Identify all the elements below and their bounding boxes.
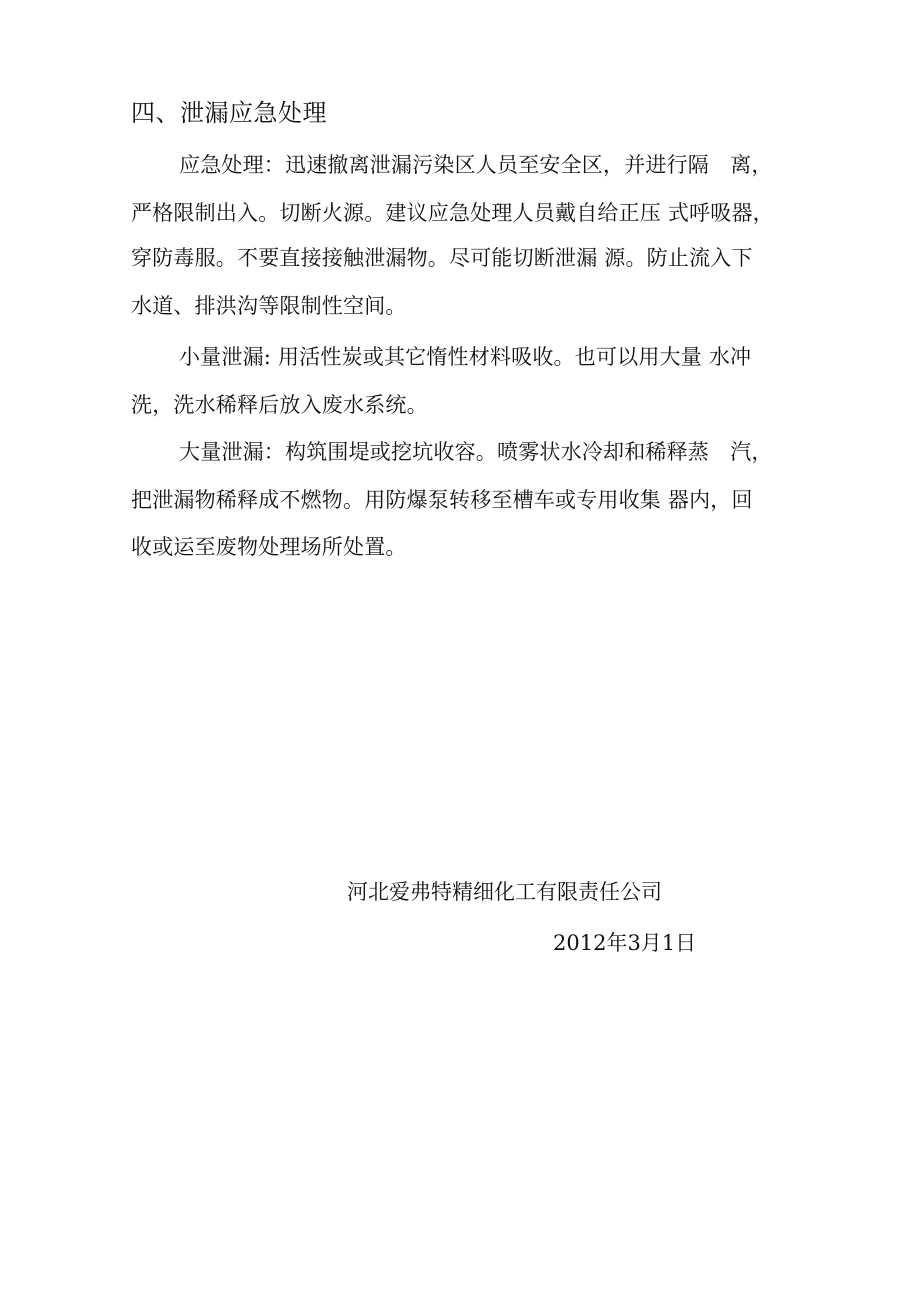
signature-date: 2012年3月1日 bbox=[553, 931, 697, 955]
paragraph-3-line-3: 收或运至废物处理场所处置。 bbox=[131, 535, 407, 559]
paragraph-1-line-3: 穿防毒服。不要直接接触泄漏物。尽可能切断泄漏 源。防止流入下 bbox=[131, 246, 753, 270]
paragraph-1-line-2: 严格限制出入。切断火源。建议应急处理人员戴自给正压 式呼吸器， bbox=[131, 201, 774, 225]
paragraph-1-line-4: 水道、排洪沟等限制性空间。 bbox=[131, 294, 407, 318]
paragraph-3-line-2: 把泄漏物稀释成不燃物。用防爆泵转移至槽车或专用收集 器内，回 bbox=[131, 488, 753, 512]
paragraph-2-line-1: 小量泄漏: 用活性炭或其它惰性材料吸收。也可以用大量 水冲 bbox=[179, 345, 752, 369]
paragraph-1-line-1: 应急处理：迅速撤离泄漏污染区人员至安全区，并进行隔 离， bbox=[179, 153, 773, 177]
section-heading: 四、泄漏应急处理 bbox=[131, 99, 327, 127]
signature-company: 河北爱弗特精细化工有限责任公司 bbox=[347, 880, 662, 904]
paragraph-2-line-2: 洗，洗水稀释后放入废水系统。 bbox=[131, 393, 428, 417]
paragraph-3-line-1: 大量泄漏：构筑围堤或挖坑收容。喷雾状水冷却和稀释蒸 汽， bbox=[179, 440, 773, 464]
